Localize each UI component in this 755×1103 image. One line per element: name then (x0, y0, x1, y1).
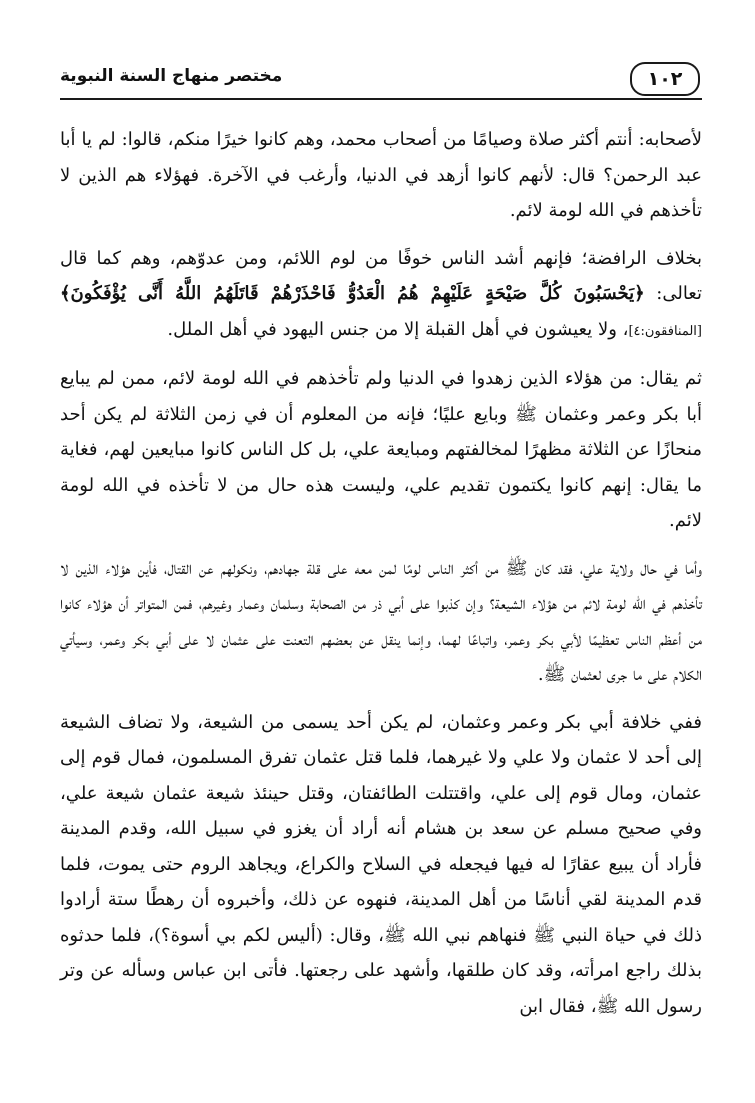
paragraph: ففي خلافة أبي بكر وعمر وعثمان، لم يكن أحد يسمى من الشيعة، ولا تضاف الشيعة إلى أحد لا عثمان ولا علي ولا غيرهما، فلما قتل عثمان تفرق المسلمون، فمال قوم إلى عثمان، ومال قوم إلى علي، واقتتلت الطائفتان، وقتل حينئذ شيعة عثمان شيعة علي، وفي صحيح مسلم عن سعد بن هشام أنه أراد أن يغزو في سبيل الله، وقدم المدينة فأراد أن يبيع عقارًا له فيها فيجعله في السلاح والكراع، ويجاهد الروم حتى يموت، فلما قدم المدينة لقي أناسًا من أهل المدينة، فنهوه عن ذلك، وأخبروه أن رهطًا ستة أرادوا ذلك في حياة النبي ﷺ فنهاهم نبي الله ﷺ، وقال: (أليس لكم بي أسوة؟)، فلما حدثوه بذلك راجع امرأته، وقد كان طلقها، وأشهد على رجعتها. فأتى ابن عباس وسأله عن وتر رسول الله ﷺ، فقال ابن (60, 711, 702, 1017)
page-header (60, 58, 702, 100)
book-title: مختصر منهاج السنة النبوية (60, 66, 283, 86)
paragraph: ثم يقال: من هؤلاء الذين زهدوا في الدنيا ولم تأخذهم في الله لومة لائم، ممن لم يبايع أبا بكر وعمر وعثمان ﷺ وبايع عليًا؛ فإنه من المعلوم أن في زمن الثلاثة لم يكن أحد منحازًا عن الثلاثة مظهرًا لمخالفتهم ومبايعة علي، بل كل الناس كانوا مبايعين لهم، فغاية ما يقال: إنهم كانوا يكتمون تقديم علي، وليست هذه حال من لا تأخذه في الله لومة لائم. (60, 368, 702, 531)
page-number: ١٠٢ (630, 62, 700, 96)
book-page (60, 58, 702, 1036)
paragraph: وأما في حال ولاية علي، فقد كان ﷺ من أكثر الناس لومًا لمن معه على قلة جهادهم، ونكولهم عن القتال، فأين هؤلاء الذين لا تأخذهم في الله لومة لائم من هؤلاء الشيعة؟ وإن كذبوا على أبي ذر من الصحابة وسلمان وعمار وغيرهم، فمن المتواتر أن هؤلاء كانوا من أعظم الناس تعظيمًا لأبي بكر وعمر، واتباعًا لهما، وإنما ينقل عن بعضهم التعنت على عثمان لا على أبي بكر وعمر، وسيأتي الكلام على ما جرى لعثمان ﷺ. (60, 557, 702, 685)
paragraph-text: بخلاف الرافضة؛ فإنهم أشد الناس خوفًا من لوم اللائم، ومن عدوّهم، وهم كما قال تعالى: (60, 247, 702, 304)
quran-verse: ﴿يَحْسَبُونَ كُلَّ صَيْحَةٍ عَلَيْهِمْ هُمُ الْعَدُوُّ فَاحْذَرْهُمْ قَاتَلَهُمُ اللَّهُ أَنَّى يُؤْفَكُونَ﴾ (60, 283, 645, 304)
paragraph: لأصحابه: أنتم أكثر صلاة وصيامًا من أصحاب محمد، وهم كانوا خيرًا منكم، قالوا: لم يا أبا عبد الرحمن؟ قال: لأنهم كانوا أزهد في الدنيا، وأرغب في الآخرة. فهؤلاء هم الذين لا تأخذهم في الله لومة لائم. (60, 129, 702, 221)
body-text (60, 122, 702, 1024)
paragraph-text: ، ولا يعيشون في أهل القبلة إلا من جنس اليهود في أهل الملل. (167, 318, 629, 340)
verse-reference: [المنافقون:٤] (628, 323, 702, 339)
paragraph-with-verse (60, 241, 702, 350)
